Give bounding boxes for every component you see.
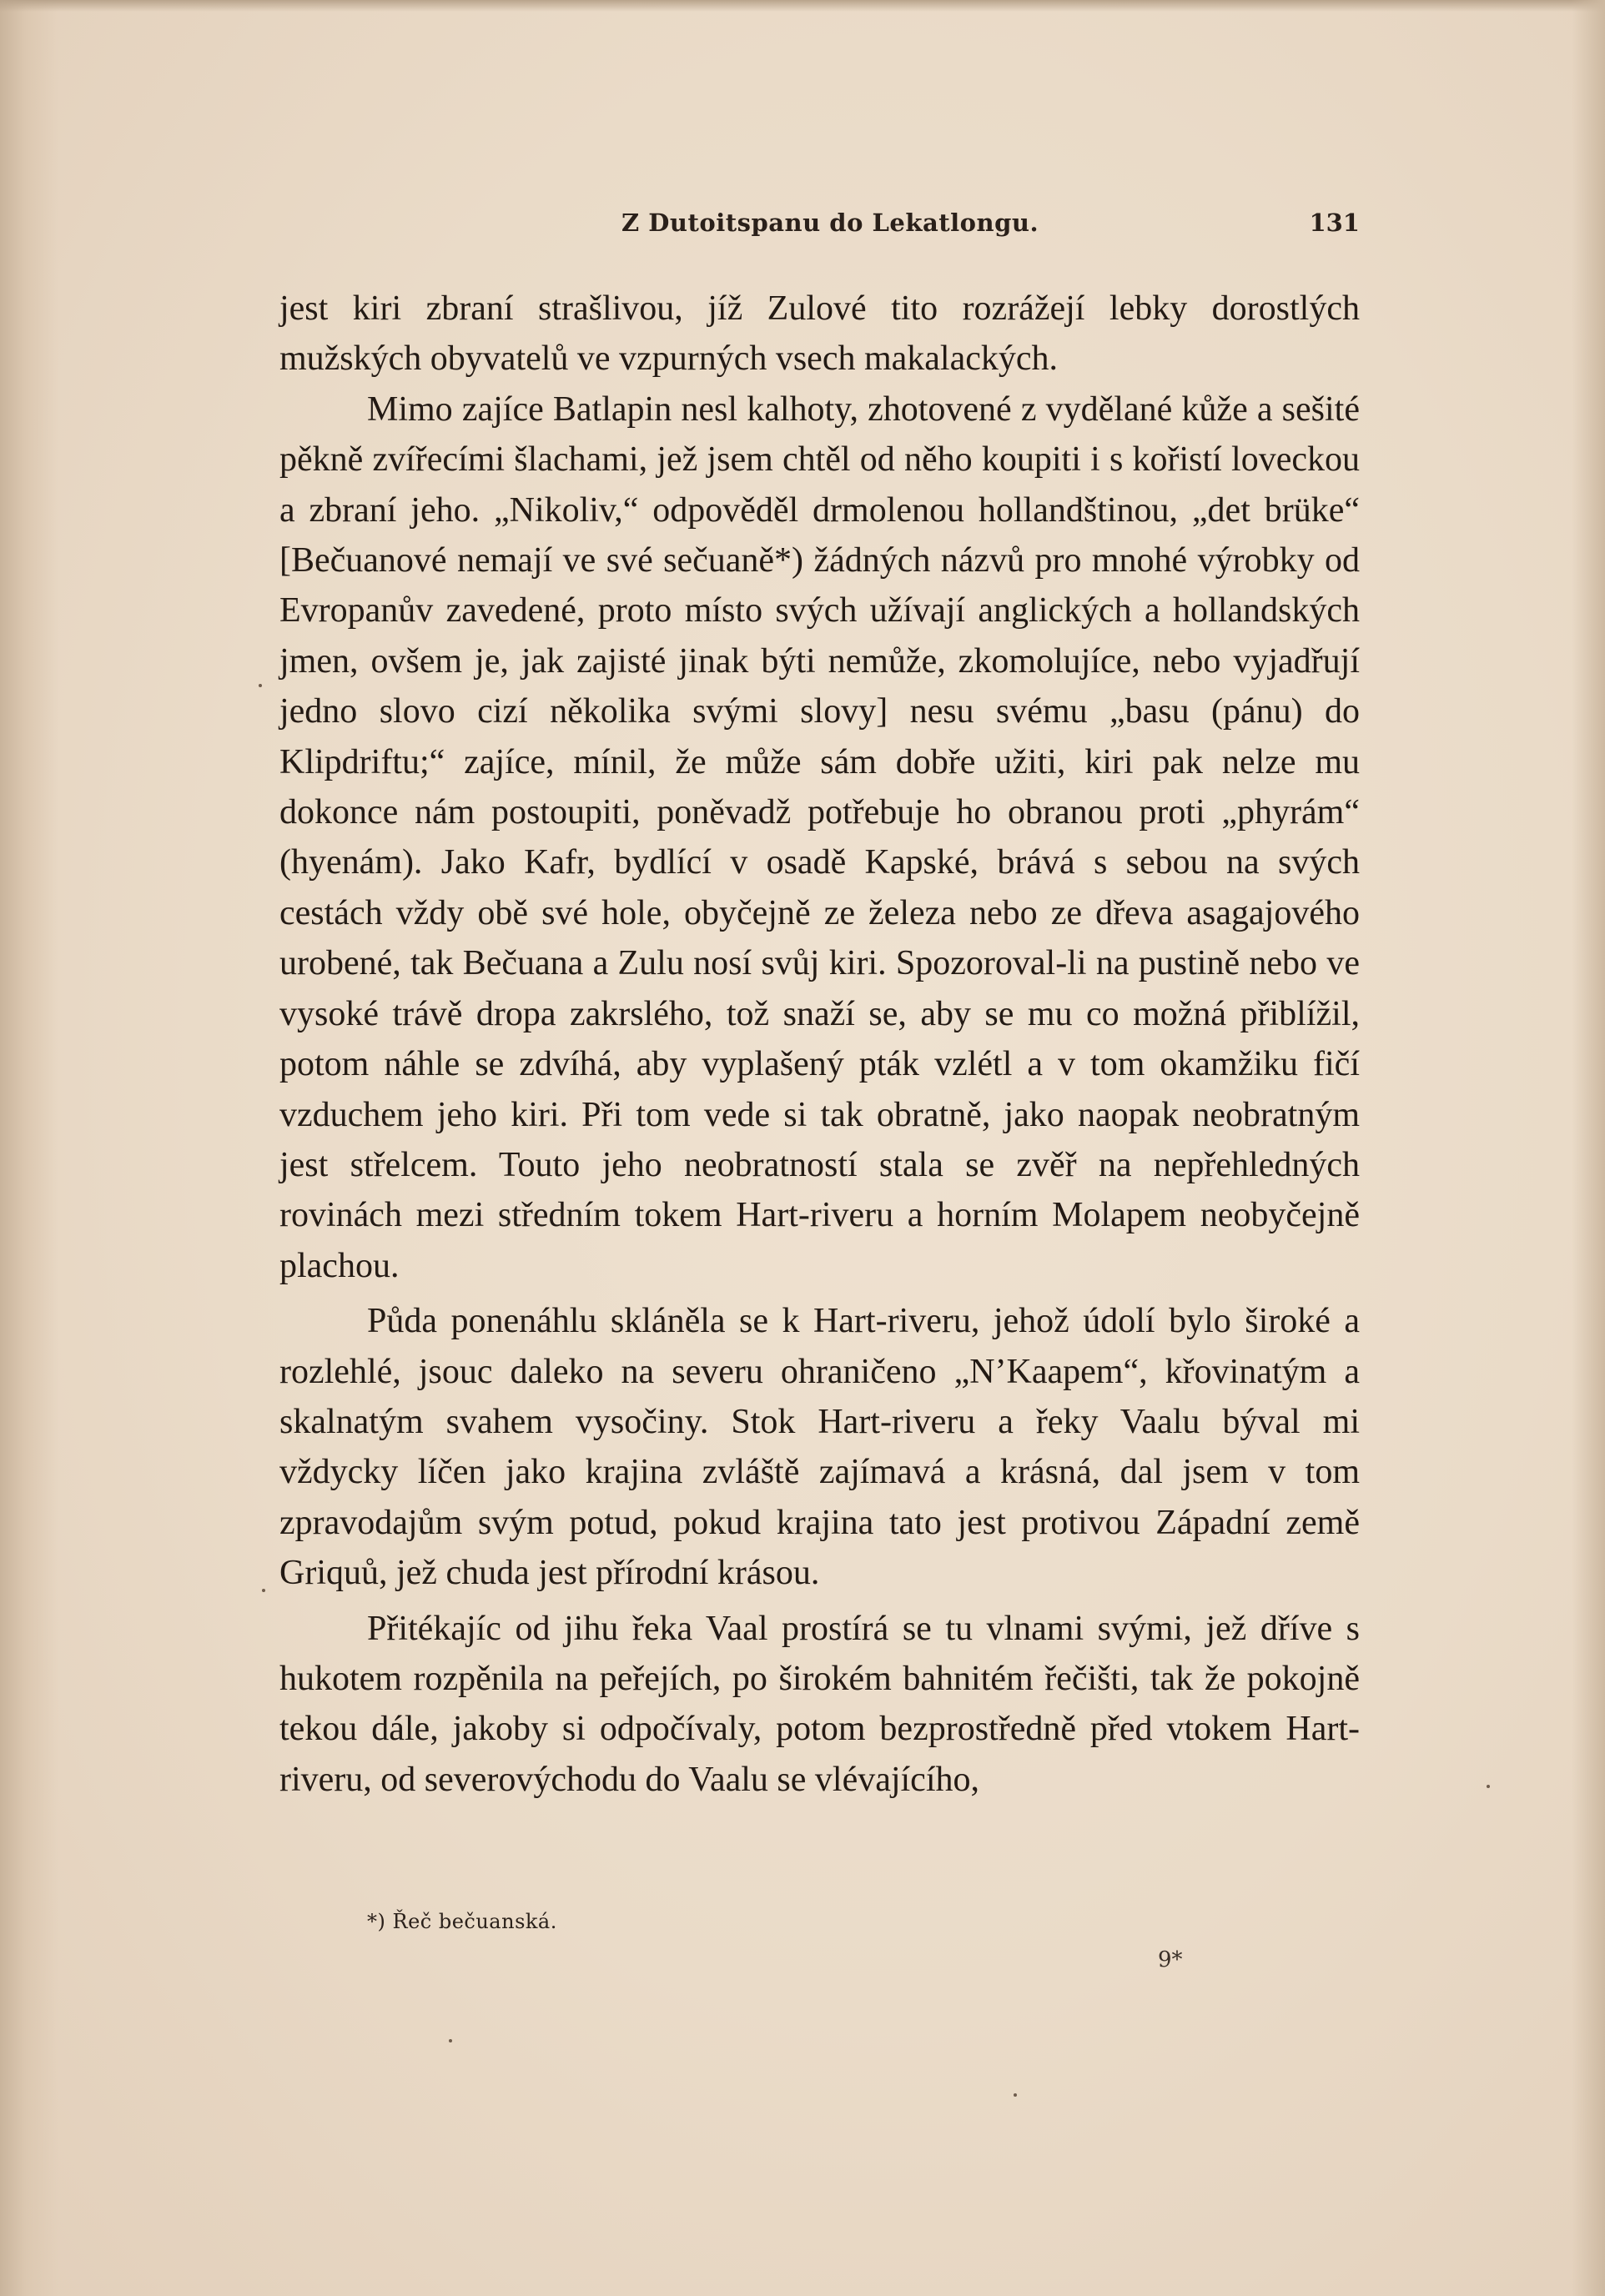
running-head [279,208,1360,242]
paper-speck [1487,1785,1490,1788]
signature-mark: 9* [1158,1947,1183,1972]
paper-speck [259,684,262,687]
paper-speck [1014,2093,1017,2097]
paper-speck [262,1589,265,1592]
footnote: *) Řeč bečuanská. [367,1910,557,1933]
paragraph-4: Přitékajíc od jihu řeka Vaal prostírá se tu vlnami svými, jež dříve s hukotem rozpěnila na peřejích, po širokém bahnitém řečišti, tak že pokojně tekou dále, jakoby si odpočívaly, potom bezprostředně před vtokem Hart-riveru, od severovýchodu do Vaalu se vlévajícího, [279,1609,1360,1799]
body-text [279,284,1360,1805]
paper-speck [449,2039,452,2042]
top-edge-shadow [0,0,1605,12]
binding-shadow [0,0,58,2296]
paragraph-3: Půda ponenáhlu skláněla se k Hart-riveru, jehož údolí bylo široké a rozlehlé, jsouc daleko na severu ohraničeno „N’Kaapem“, křovinatým a skalnatým svahem vysočiny. Stok Hart-riveru a řeky Vaalu býval mi vždycky líčen jako krajina zvláště zajímavá a krásná, dal jsem v tom zpravodajům svým potud, pokud krajina tato jest protivou Západní země Griquů, jež chuda jest přírodní krásou. [279,1302,1360,1593]
paragraph-2: Mimo zajíce Batlapin nesl kalhoty, zhotovené z vydělané kůže a sešité pěkně zvířecími šlachami, jež jsem chtěl od něho koupiti i s kořistí loveckou a zbraní jeho. „Nikoliv,“ odpověděl drmolenou hollandštinou, „det brüke“ [Bečuanové nemají ve své sečuaně*) žádných názvů pro mnohé výrobky od Evropanův zavedené, proto místo svých užívají anglických a hollandských jmen, ovšem je, jak zajisté jinak býti nemůže, zkomolujíce, nebo vyjadřují jedno slovo cizí několika svými slovy] nesu svému „basu (pánu) do Klipdriftu;“ zajíce, mínil, že může sám dobře užiti, kiri pak nelze mu dokonce nám postoupiti, poněvadž potřebuje ho obranou proti „phyrám“ (hyenám). Jako Kafr, bydlící v osadě Kapské, brává s sebou na svých cestách vždy obě své hole, obyčejně ze železa nebo ze dřeva asagajového urobené, tak Bečuana a Zulu nosí svůj kiri. Spozoroval-li na pustině nebo ve vysoké trávě dropa zakrslého, tož snaží se, aby se mu co možná přiblížil, potom náhle se zdvíhá, aby vyplašený pták vzlétl a v tom okamžiku fičí vzduchem jeho kiri. Při tom vede si tak obratně, jako naopak neobratným jest střelcem. Touto jeho neobratností stala se zvěř na nepřehledných rovinách mezi středním tokem Hart-riveru a horním Molapem neobyčejně plachou. [279,389,1360,1285]
right-edge-shadow [1572,0,1605,2296]
paragraph-1: jest kiri zbraní strašlivou, jíž Zulové tito rozrážejí lebky dorostlých mužských obyvatelů ve vzpurných vsech makalackých. [279,289,1360,379]
running-title: Z Dutoitspanu do Lekatlongu. [621,208,1039,237]
page-number: 131 [1309,208,1360,237]
